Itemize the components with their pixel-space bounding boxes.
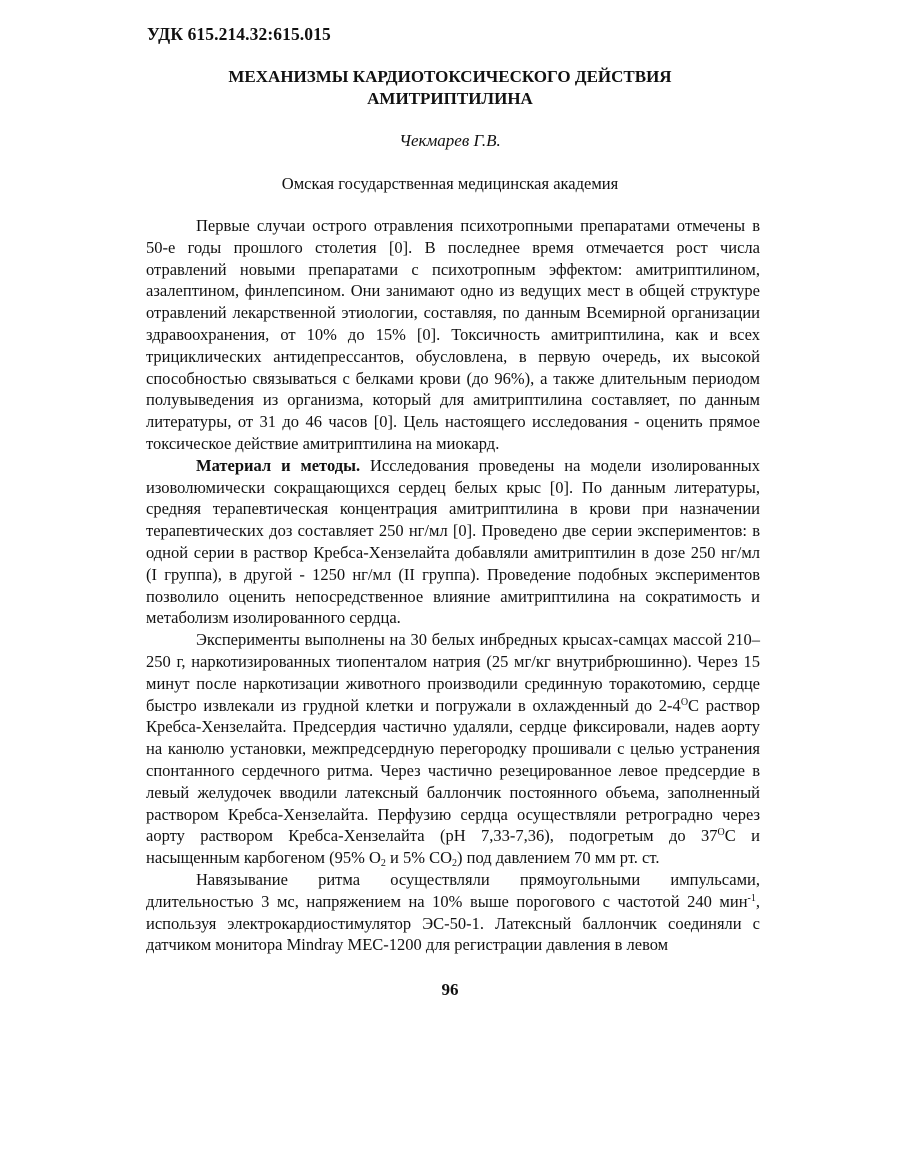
- experiments-text-b: С раствор Кребса-Хензелайта. Предсердия частично удаляли, сердце фиксировали, надев аорту на канюлю установки, межпредсердную перегородку прошивали с целью устранения спонтанного сердечного ритма. Через частично резецированное левое предсердие в левый желудочек вводили латексный баллончик постоянного объема, заполненный раствором Кребса-Хензелайта. Перфузию сердца осуществляли ретроградно через аорту раствором Кребса-Хензелайта (pH 7,33-7,36), подогретым до 37: [146, 695, 760, 846]
- paragraph-introduction: Первые случаи острого отравления психотропными препаратами отмечены в 50-е годы прошлого столетия [0]. В последнее время отмечается рост числа отравлений новыми препаратами с психотропным эффектом: амитриптилином, азалептином, финлепсином. Они занимают одно из ведущих мест в общей структуре отравлений лекарственной этиологии, составляя, по данным Всемирной организации здравоохранения, от 10% до 15% [0]. Токсичность амитриптилина, как и всех трициклических антидепрессантов, обусловлена, в первую очередь, их высокой способностью связываться с белками крови (до 96%), а также длительным периодом полувыведения из организма, который для амитриптилина составляет, по данным литературы, от 31 до 46 часов [0]. Цель настоящего исследования - оценить прямое токсическое действие амитриптилина на миокард.: [146, 216, 760, 453]
- pacing-text-b: , используя электрокардиостимулятор ЭС-50-1. Латексный баллончик соединяли с датчиком монитора Mindray MEC-1200 для регистрации давления в левом: [146, 891, 760, 955]
- title-line-1: МЕХАНИЗМЫ КАРДИОТОКСИЧЕСКОГО ДЕЙСТВИЯ: [228, 67, 672, 86]
- degree-mark-1: О: [680, 696, 689, 708]
- paragraph-methods: [146, 455, 760, 629]
- degree-mark-2: О: [717, 827, 725, 839]
- per-minute-superscript: -1: [747, 892, 756, 904]
- paragraph-experiments: [146, 629, 760, 869]
- experiments-text-c: С и насыщенным карбогеном (95% О: [146, 826, 760, 868]
- paragraph-pacing: [146, 869, 760, 956]
- methods-heading: Материал и методы.: [196, 455, 361, 475]
- udc-code: УДК 615.214.32:615.015: [147, 24, 331, 44]
- experiments-text-e: ) под давлением 70 мм рт. ст.: [457, 848, 660, 868]
- pacing-text-a: Навязывание ритма осуществляли прямоугольными импульсами, длительностью 3 мс, напряжением на 10% выше порогового с частотой 240 мин: [146, 869, 760, 911]
- article-body: [146, 215, 760, 956]
- page-number: 96: [441, 980, 459, 999]
- author-name: Чекмарев Г.В.: [399, 131, 501, 150]
- affiliation: Омская государственная медицинская академия: [281, 174, 619, 193]
- oxygen-subscript: 2: [380, 858, 386, 870]
- experiments-text-d: и 5% СО: [385, 848, 453, 868]
- title-line-2: АМИТРИПТИЛИНА: [367, 89, 533, 108]
- article-title: [120, 66, 780, 110]
- experiments-text-a: Эксперименты выполнены на 30 белых инбредных крысах-самцах массой 210–250 г, наркотизированных тиопенталом натрия (25 мг/кг внутрибрюшинно). Через 15 минут после наркотизации животного производили срединную торакотомию, сердце быстро извлекали из грудной клетки и погружали в охлажденный до 2-4: [146, 630, 760, 715]
- methods-text: Исследования проведены на модели изолированных изоволюмически сокращающихся сердец белых крыс [0]. По данным литературы, средняя терапевтическая концентрация амитриптилина в крови при назначении терапевтических доз составляет 250 нг/мл [0]. Проведено две серии экспериментов: в одной серии в раствор Кребса-Хензелайта добавляли амитриптилин в дозе 250 нг/мл (I группа), в другой - 1250 нг/мл (II группа). Проведение подобных экспериментов позволило оценить непосредственное влияние амитриптилина на сократимость и метаболизм изолированного сердца.: [146, 455, 760, 628]
- co2-subscript: 2: [452, 858, 458, 870]
